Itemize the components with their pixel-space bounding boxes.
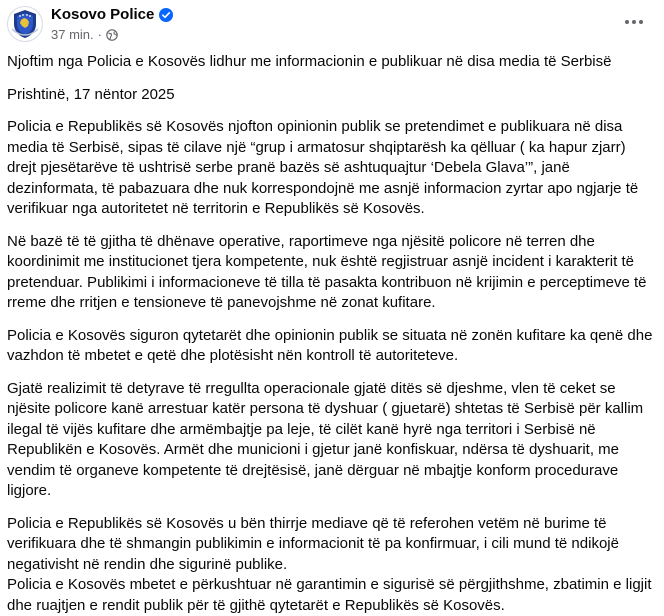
post-body	[7, 52, 657, 616]
post-meta	[51, 27, 118, 42]
post-paragraph: Policia e Republikës së Kosovës u bën thirrje mediave që të referohen vetëm në burime të verifikuara dhe të shmangin publikimin e informacionit të pa konfirmuar, i cili mund të ndikojë negativisht në rendin dhe sigurinë publike.	[7, 514, 619, 573]
post-headline: Njoftim nga Policia e Kosovës lidhur me informacionin e publikuar në disa media të Serbisë	[7, 53, 612, 70]
post-paragraph: Policia e Kosovës siguron qytetarët dhe opinionin publik se situata në zonën kufitare ka qenë dhe vazhdon të mbetet e qetë dhe plotësisht nën kontroll të autoriteteve.	[7, 326, 653, 364]
meta-separator: ·	[97, 27, 102, 42]
post-paragraph: Gjatë realizimit të detyrave të rregullta operacionale gjatë ditës së djeshme, vlen të ceket se njësite policore kanë arrestuar katër persona të dyshuar ( gjuetarë) shtetas të Serbisë për kallim ilegal të vijës kufitare dhe armëmbajtje pa leje, të cilët kanë hyrë nga territori i Serbisë në Republikën e Kosovës. Armët dhe municioni i gjetur janë konfiskuar, ndërsa të dyshuarit, me vendim të organeve kompetente të drejtësisë, janë dërguar në mbajtje konform procedurave ligjore.	[7, 379, 644, 499]
page-name-link[interactable]	[51, 6, 173, 23]
post-paragraph: Në bazë të të gjitha të dhënave operative, raportimeve nga njësitë policore në terren dhe koordinimit me institucionet tjera kompetente, nuk është regjistruar asnjë incident i karakterit të pretenduar. Publikimi i informacioneve të tilla të pasakta kontribuon në krijimin e perceptimeve të rreme dhe rritjen e tensioneve të panevojshme në zonat kufitare.	[7, 232, 647, 311]
post-header	[0, 0, 664, 50]
more-options-button[interactable]	[620, 12, 648, 32]
globe-icon[interactable]	[106, 29, 118, 41]
post-paragraph: Policia e Kosovës mbetet e përkushtuar në garantimin e sigurisë së përgjithshme, zbatimin e ligjit dhe ruajtjen e rendit publik për të gjithë qytetarët e Republikës së Kosovës.	[7, 576, 652, 614]
post-dateline: Prishtinë, 17 nëntor 2025	[7, 85, 175, 103]
police-badge-icon	[8, 7, 42, 41]
verified-badge-icon	[159, 8, 173, 22]
post-timestamp[interactable]: 37 min.	[51, 27, 94, 42]
more-dot	[639, 20, 643, 24]
post-paragraph: Policia e Republikës së Kosovës njofton opinionin publik se pretendimet e publikuara në disa media të Serbisë, sipas të cilave një “grup i armatosur shqiptarësh ka qëlluar ( ka hapur zjarr) drejt pjesëtarëve të ushtrisë serbe pranë bazës së ashtuquajtur ‘Debela Glava’”, janë dezinformata, të pabazuara dhe nuk korrespondojnë me asnjë informacion zyrtar apo ngjarje të verifikuar nga autoritetet në territorin e Republikës së Kosovës.	[7, 118, 639, 217]
more-dot	[625, 20, 629, 24]
author-name[interactable]: Kosovo Police	[51, 6, 155, 23]
more-dot	[632, 20, 636, 24]
kosovo-police-logo-avatar[interactable]	[7, 6, 43, 42]
